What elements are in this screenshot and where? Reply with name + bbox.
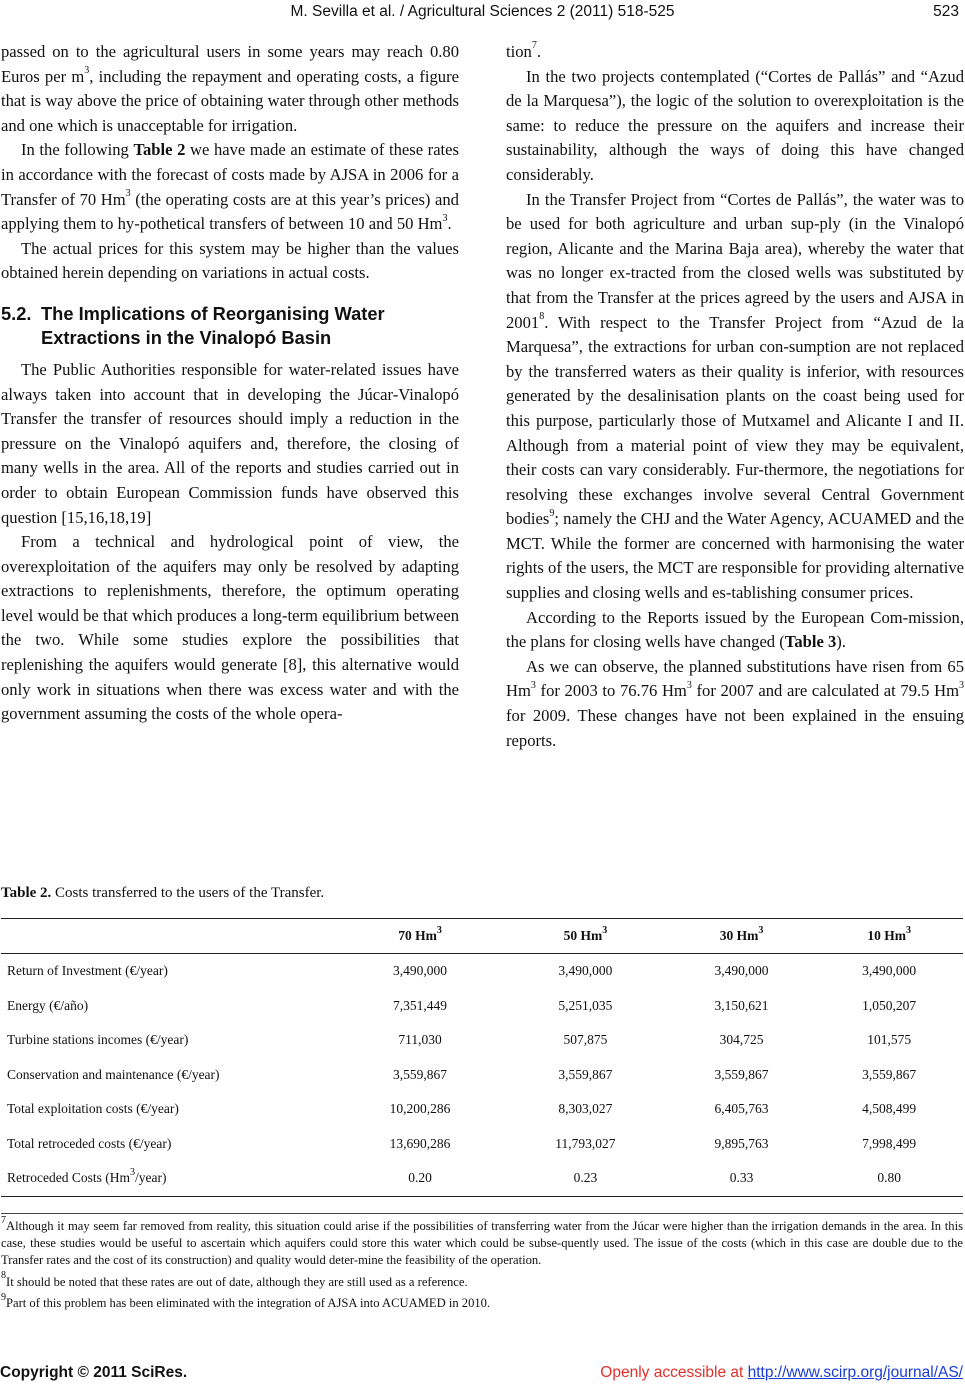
table-cell: 5,251,035	[558, 997, 613, 1013]
table-cell: 3,559,867	[558, 1066, 613, 1082]
table-header-cell: 50 Hm$^3$	[503, 919, 668, 954]
table-header-cell: 30 Hm$^3$	[668, 919, 816, 954]
section-heading	[1, 302, 459, 350]
paragraph: The actual prices for this system may be higher than the values obtained herein depending on variations in actual costs.	[1, 238, 459, 283]
row-label: Conservation and maintenance (€/year)	[7, 1066, 220, 1082]
table-cell: 3,490,000	[862, 963, 917, 979]
row-label: Total retroceded costs (€/year)	[7, 1135, 172, 1151]
table-cell: 101,575	[867, 1032, 912, 1048]
section-title-line-2: Extractions in the Vinalopó Basin	[41, 326, 332, 348]
paragraph: In the two projects contemplated (“Cortes de Pallás” and “Azud de la Marquesa”), the logic of the solution to overexploitation is the same: to reduce the pressure on the aquifers and increase their sustainability, although the ways of doing this have changed considerably.	[506, 66, 964, 184]
table-header-cell: 10 Hm$^3$	[815, 919, 963, 954]
page-number: 523	[933, 3, 959, 20]
table-cell: 3,490,000	[393, 963, 448, 979]
paragraph: The Public Authorities responsible for water-related issues have always taken into account that in developing the Júcar-Vinalopó Transfer the transfer of resources should imply a reduction in the pressure on the Vinalopó aquifers and, therefore, the closing of many wells in the area. All of the reports and studies carried out in order to obtain European Commission funds have observed this question [15,16,18,19]	[1, 359, 459, 527]
costs-table	[1, 918, 963, 1197]
right-column	[506, 40, 964, 753]
table-cell: 0.23	[503, 1161, 668, 1196]
table-cell: 304,725	[719, 1032, 764, 1048]
table-cell: 711,030	[398, 1032, 442, 1048]
table-reference: Table 2	[133, 140, 186, 160]
footnote: $^9$Part of this problem has been eliminated with the integration of AJSA into ACUAMED in 2010.	[1, 1291, 491, 1310]
table-cell: 7,998,499	[862, 1135, 917, 1151]
table-header-empty	[1, 919, 337, 954]
footnotes	[1, 1213, 963, 1312]
table-cell: 10,200,286	[389, 1101, 451, 1117]
copyright-notice: Copyright © 2011 SciRes.	[0, 1364, 188, 1381]
table-row	[1, 1092, 963, 1127]
table-cell: 3,490,000	[558, 963, 613, 979]
footnote: $^8$It should be noted that these rates are out of date, although they are still used as a reference.	[1, 1270, 468, 1289]
section-number: 5.2.	[1, 302, 32, 324]
table-cell: 8,303,027	[558, 1101, 613, 1117]
row-label: Total exploitation costs (€/year)	[7, 1101, 179, 1117]
table-cell: 4,508,499	[862, 1101, 917, 1117]
row-label: Energy (€/año)	[7, 997, 89, 1013]
page-footer	[0, 1364, 965, 1386]
table-cell: 3,490,000	[714, 963, 769, 979]
table-row	[1, 1058, 963, 1093]
paragraph: According to the Reports issued by the European Com-mission, the plans for closing wells have changed (Table 3).	[506, 607, 964, 652]
section-title-line-1: The Implications of Reorganising Water	[41, 302, 385, 324]
table-row	[1, 954, 963, 989]
journal-link[interactable]: http://www.scirp.org/journal/AS/	[747, 1364, 963, 1381]
table-caption: Table 2. Costs transferred to the users of the Transfer.	[1, 885, 325, 901]
page-header	[0, 2, 965, 24]
table-reference: Table 3	[784, 632, 837, 652]
table-cell: 11,793,027	[555, 1135, 616, 1151]
row-label: Return of Investment (€/year)	[7, 963, 168, 979]
table-row	[1, 989, 963, 1024]
table-header-row	[1, 919, 963, 954]
paragraph: As we can observe, the planned substitutions have risen from 65 Hm$^3$ for 2003 to 76.76 Hm$^3$ for 2007 and are calculated at 79.5 Hm$^3$ for 2009. These changes have not been explained in the ensuing reports.	[506, 656, 964, 750]
footnote: $^7$Although it may seem far removed from reality, this situation could arise if the possibilities of transferring water from the Júcar were higher than the irrigation demands in the area. In this case, these studies would be useful to ascertain which aquifers could store this water which could be subse-quently used. The issue of the costs (which in this case are double due to the Transfer rates and the cost of its construction) and quality would deter-mine the feasibility of the operation.	[1, 1214, 963, 1268]
table-row	[1, 1161, 963, 1196]
table-cell: 6,405,763	[714, 1101, 769, 1117]
table-cell: 0.20	[337, 1161, 503, 1196]
table-cell: 3,559,867	[714, 1066, 769, 1082]
table-cell: 3,559,867	[393, 1066, 448, 1082]
table-cell: 7,351,449	[393, 997, 448, 1013]
paragraph: In the Transfer Project from “Cortes de Pallás”, the water was to be used for both agriculture and urban sup-ply (in the Vinalopó region, Alicante and the Marina Baja area), whereby the water that was no longer ex-tracted from the closed wells was substituted by that from the Transfer at the prices agreed by the users and AJSA in 2001$^8$. With respect to the Transfer Project from “Azud de la Marquesa”, the extractions for urban con-sumption are not replaced by the transferred waters as their quality is inferior, with resources generated by the desalinisation plants on the coast being used for this purpose, particularly those of Mutxamel and Alicante I and II. Although from a material point of view they may be equivalent, their costs can vary considerably. Fur-thermore, the negotiations for resolving these exchanges involve several Central Government bodies$^9$; namely the CHJ and the Water Agency, ACUAMED and the MCT. While the former are concerned with harmonising the water rights of the users, the MCT are responsible for providing alternative supplies and closing wells and es-tablishing consumer prices.	[506, 189, 964, 603]
paragraph: passed on to the agricultural users in some years may reach 0.80 Euros per $m^3$, including the repayment and operating costs, a figure that is way above the price of obtaining water through other methods and one which is unacceptable for irrigation.	[1, 42, 459, 135]
paragraph: In the following Table 2 we have made an estimate of these rates in accordance with the forecast of costs made by AJSA in 2006 for a Transfer of 70 Hm$^3$ (the operating costs are at this year’s prices) and applying them to hy-pothetical transfers of between 10 and 50 Hm$^3$.	[1, 140, 459, 234]
running-head: M. Sevilla et al. / Agricultural Sciences 2 (2011) 518-525	[290, 3, 675, 20]
row-label: Turbine stations incomes (€/year)	[7, 1032, 189, 1048]
table-cell: 9,895,763	[714, 1135, 769, 1151]
left-column	[1, 40, 459, 727]
table-row	[1, 1127, 963, 1162]
table-cell: 13,690,286	[389, 1135, 451, 1151]
paragraph: tion$^7$.	[506, 40, 541, 61]
table-cell: 0.80	[815, 1161, 963, 1196]
table-cell: 507,875	[563, 1032, 608, 1048]
table-cell: 1,050,207	[862, 997, 917, 1013]
table-cell: 3,150,621	[714, 997, 769, 1013]
table-header-cell: 70 Hm$^3$	[337, 919, 503, 954]
row-label: Retroceded Costs (Hm$^3$/year)	[1, 1161, 337, 1196]
table-cell: 3,559,867	[862, 1066, 917, 1082]
table-row	[1, 1023, 963, 1058]
table-cell: 0.33	[668, 1161, 816, 1196]
open-access-notice: Openly accessible at http://www.scirp.org/journal/AS/	[600, 1364, 963, 1381]
paragraph: From a technical and hydrological point of view, the overexploitation of the aquifers may only be resolved by adapting extractions to replenishments, therefore, the optimum operating level would be that which produces a long-term equilibrium between the two. While some studies explore the possibilities that replenishing the aquifers would generate [8], this alternative would only work in situations when there was excess water and with the government assuming the costs of the whole opera-	[1, 532, 459, 724]
